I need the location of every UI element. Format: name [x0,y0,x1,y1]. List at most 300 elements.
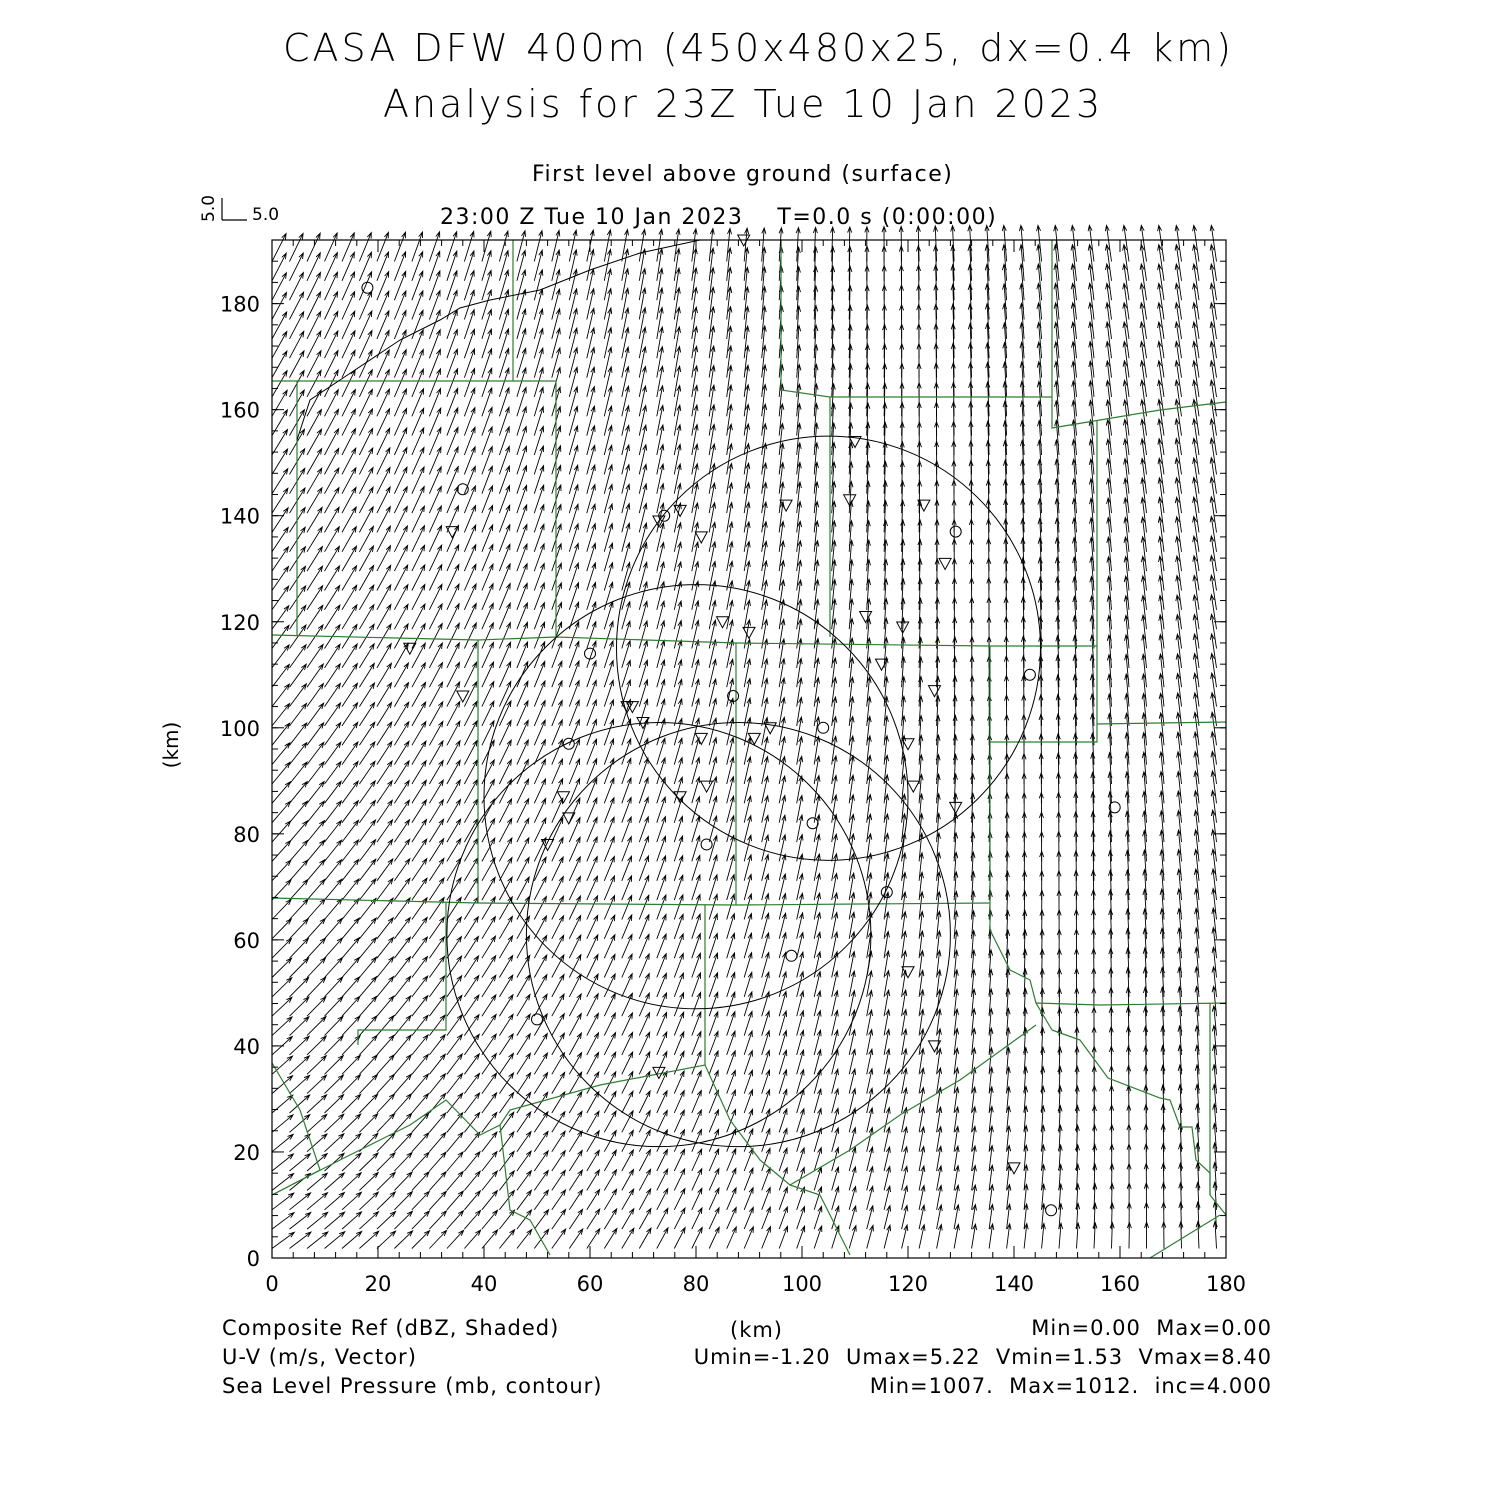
wind-vector [342,801,358,823]
wind-vector [412,1113,429,1132]
station-circle-marker [786,950,797,961]
time-label: 23:00 Z Tue 10 Jan 2023 T=0.0 s (0:00:00) [440,205,998,230]
wind-vector [394,1035,411,1055]
wind-vector [517,1132,531,1152]
wind-vector [272,371,287,397]
wind-vector [534,936,546,959]
wind-vector [290,1134,311,1152]
wind-vector [377,722,392,745]
wind-vector [814,1226,822,1249]
wind-vector [797,1187,805,1210]
wind-vector [709,992,718,1016]
wind-vector [587,1170,600,1191]
wind-vector [394,859,409,881]
wind-vector [429,917,444,939]
wind-vector [290,645,307,668]
wind-vector [674,993,683,1017]
wind-vector [272,939,291,959]
vector-key [222,198,247,220]
wind-vector [464,995,479,1016]
wind-vector [325,644,341,668]
wind-vector [674,954,683,978]
wind-vector [517,231,526,262]
footer-left-1: Composite Ref (dBZ, Shaded) [222,1316,560,1340]
wind-vector [534,1112,548,1133]
wind-vector [377,781,392,804]
wind-vector [394,722,408,746]
wind-vector [394,741,409,764]
wind-vector [482,975,496,997]
wind-vector [412,820,427,843]
wind-vector [359,1212,378,1229]
wind-vector [307,1212,328,1229]
wind-vector [499,819,511,843]
wind-vector [587,1111,599,1132]
wind-vector [482,1054,496,1075]
wind-vector [569,230,577,261]
wind-vector [272,606,289,630]
wind-vector [412,1133,429,1152]
wind-vector [412,859,427,881]
wind-vector [587,1229,600,1249]
wind-vector [604,1170,616,1191]
wind-vector [394,820,409,842]
wind-vector [272,1076,293,1094]
wind-vector [377,1074,395,1093]
wind-vector [464,741,477,765]
wind-vector [744,1168,753,1190]
wind-vector [569,1014,581,1036]
wind-vector [464,721,477,745]
wind-vector [447,1113,463,1133]
wind-vector [290,958,309,978]
wind-vector [639,229,645,261]
wind-vector [447,1015,462,1036]
y-tick-label: 80 [233,822,260,847]
wind-vector [464,819,477,842]
wind-vector [377,1192,395,1210]
vector-key-u-label: 5.0 [252,205,280,225]
wind-vector [342,879,359,900]
wind-vector [604,935,615,959]
wind-vector [657,1071,667,1093]
station-triangle-marker [902,967,914,978]
wind-vector [377,702,392,726]
wind-vector [447,1172,463,1191]
wind-vector [499,975,512,997]
wind-vector [359,1055,377,1074]
wind-vector [412,526,425,552]
wind-vector [342,1232,362,1249]
station-circle-marker [1046,1205,1057,1216]
station-triangle-marker [907,781,919,792]
wind-vector [552,935,564,958]
wind-vector [587,994,598,1017]
wind-vector [429,1015,445,1036]
wind-vector [622,1209,634,1229]
wind-vector [429,721,443,745]
wind-vector [622,1130,634,1151]
wind-vector [307,782,324,804]
wind-vector [464,1034,479,1055]
wind-vector [464,858,478,881]
wind-vector [429,976,444,997]
wind-vector [307,586,323,610]
wind-vector [429,682,442,706]
wind-vector [377,800,392,822]
wind-vector [307,1134,327,1152]
footer-right-3: Min=1007. Max=1012. inc=4.000 [869,1374,1272,1398]
wind-vector [342,644,357,668]
wind-vector [499,1191,514,1210]
wind-vector [342,703,358,726]
wind-vector [429,1231,446,1249]
wind-vector [412,663,426,687]
wind-vector [307,1036,326,1055]
wind-vector [464,799,477,822]
wind-vector [377,1153,395,1171]
wind-vector [394,487,407,513]
wind-vector [342,448,356,474]
wind-vector [429,819,443,842]
wind-vector [709,1031,718,1055]
wind-vector [272,1115,293,1133]
wind-vector [290,997,309,1016]
wind-vector [1210,536,1216,571]
wind-vector [517,799,529,823]
station-circle-marker [362,282,373,293]
wind-vector [359,879,376,900]
wind-vector [482,956,496,978]
wind-vector [639,1013,649,1036]
wind-vector [604,1111,616,1132]
wind-vector [325,997,343,1017]
wind-vector [359,918,376,939]
wind-vector [552,1210,566,1230]
wind-vector [744,1149,753,1172]
wind-vector [342,605,357,629]
wind-vector [464,917,478,939]
wind-vector [569,857,580,881]
wind-vector [569,1190,582,1210]
wind-vector [447,760,460,784]
wind-vector [429,1035,445,1055]
wind-vector [779,1129,787,1152]
wind-vector [832,1187,839,1210]
wind-vector [307,605,323,629]
wind-vector [744,1207,753,1229]
wind-vector [325,918,343,938]
wind-vector [290,606,306,630]
wind-vector [1196,1222,1200,1249]
wind-vector [394,1172,412,1190]
wind-vector [377,1035,394,1055]
wind-vector [307,547,322,572]
wind-vector [762,1188,771,1210]
wind-vector [499,799,511,823]
wind-vector [394,937,410,958]
y-tick-label: 140 [219,504,260,529]
wind-vector [359,801,375,823]
wind-vector [569,1170,582,1190]
wind-vector [325,586,340,610]
county-boundaries [272,240,1226,1258]
wind-vector [447,741,460,765]
wind-vector [272,743,290,765]
wind-vector [848,227,852,262]
wind-vector [604,876,614,900]
wind-vector [482,995,496,1016]
wind-vector [394,1192,412,1210]
wind-vector [342,762,358,785]
wind-vector [359,840,375,862]
wind-vector [447,702,460,726]
wind-vector [464,780,477,804]
wind-vector [464,976,478,997]
wind-vector [482,1191,497,1210]
wind-vector [622,1150,634,1171]
wind-vector [797,1226,805,1248]
wind-vector [744,1031,752,1055]
wind-vector [779,1207,787,1229]
wind-vector [307,840,325,861]
wind-vector [517,779,529,803]
wind-vector [342,1134,361,1152]
wind-vector [290,860,308,881]
wind-vector [569,974,581,997]
wind-vector [709,1188,719,1210]
wind-vector [534,857,546,881]
wind-vector [377,761,392,784]
wind-vector [377,742,392,765]
wind-vector [552,1033,565,1055]
wind-vector [587,1092,599,1113]
wind-vector [412,1231,430,1249]
wind-vector [464,1191,480,1210]
wind-vector [709,1051,718,1074]
wind-vector [552,916,564,939]
wind-vector [779,1187,787,1210]
wind-vector [325,1075,344,1094]
wind-vector [534,1171,548,1191]
wind-vector [674,1149,684,1171]
wind-vector [412,1152,429,1171]
wind-vector [447,937,462,959]
wind-vector [639,1169,650,1190]
wind-vector [359,703,374,726]
wind-vector [727,1149,736,1171]
wind-vector [744,1227,753,1249]
wind-vector [604,915,615,939]
wind-vector [517,1073,531,1094]
wind-vector [429,761,443,785]
wind-vector [727,1188,736,1210]
wind-vector [464,1211,480,1230]
wind-vector [307,1095,327,1113]
wind-vector [325,1153,345,1171]
wind-vector [587,1072,599,1094]
wind-vector [762,1090,770,1113]
wind-vector [674,1012,683,1035]
wind-vector [325,1095,344,1113]
wind-vector [412,976,428,997]
wind-vector [464,1073,479,1093]
wind-vector [325,840,342,861]
wind-vector [272,567,289,591]
wind-vector [377,1212,396,1230]
wind-vector [447,1035,462,1055]
wind-vector [464,936,478,958]
wind-vector [447,839,461,862]
wind-vector-field [272,225,1217,1248]
wind-vector [709,1227,719,1248]
wind-vector [342,977,360,997]
wind-vector [517,857,529,880]
wind-vector [272,1095,293,1113]
wind-vector [325,703,341,726]
wind-vector [622,915,632,939]
wind-vector [954,1224,959,1248]
wind-vector [429,1133,445,1152]
wind-vector [727,1031,735,1055]
wind-vector [639,1071,650,1093]
wind-vector [464,1171,480,1190]
wind-vector [272,664,289,687]
wind-vector [657,1091,667,1113]
wind-vector [727,1090,736,1113]
wind-vector [832,1167,839,1190]
wind-vector [377,644,391,668]
wind-vector [359,1192,378,1210]
wind-vector [534,231,542,262]
wind-vector [412,1172,429,1191]
wind-vector [657,954,666,978]
wind-vector [849,1206,856,1229]
wind-vector [587,1013,599,1035]
wind-vector [499,936,512,958]
wind-vector [359,761,375,784]
wind-vector [639,1052,650,1075]
wind-vector [499,1053,513,1074]
wind-vector [587,1190,600,1210]
wind-vector [552,1072,565,1093]
wind-vector [657,1032,667,1055]
wind-vector [622,1013,633,1036]
wind-vector [674,1110,684,1132]
wind-vector [342,585,357,610]
wind-vector [604,1091,616,1113]
wind-vector [552,1014,565,1036]
wind-vector [552,1229,566,1248]
wind-vector [639,1189,650,1210]
wind-vector [272,1232,294,1248]
wind-vector [412,722,426,746]
wind-vector [797,1148,805,1171]
wind-vector [937,1225,943,1249]
wind-vector [1179,1222,1183,1249]
wind-vector [325,605,340,629]
x-tick-label: 140 [993,1272,1035,1296]
wind-vector [272,860,291,881]
y-tick-label: 40 [233,1034,260,1059]
wind-vector [499,1151,514,1171]
y-tick-label: 100 [219,716,260,741]
wind-vector [394,1016,411,1036]
wind-vector [674,1130,684,1152]
wind-vector [639,915,649,939]
wind-vector [727,1070,736,1093]
wind-vector [290,841,308,862]
wind-vector [552,1131,565,1152]
wind-vector [447,1054,462,1074]
wind-vector [325,860,342,881]
wind-vector [569,1229,583,1249]
wind-vector [569,1151,582,1172]
wind-vector [342,1055,360,1074]
wind-vector [639,934,649,958]
wind-vector [342,957,360,977]
wind-vector [290,723,307,745]
wind-vector [377,820,393,842]
wind-vector [692,1227,702,1248]
wind-vector [342,1173,361,1191]
wind-vector [464,1230,480,1248]
wind-vector [569,916,580,939]
wind-vector [464,1054,479,1075]
wind-vector [307,684,323,707]
wind-vector [342,918,359,939]
wind-vector [517,995,530,1017]
wind-vector [429,937,444,958]
station-circle-marker [701,839,712,850]
wind-vector [412,1094,429,1113]
wind-vector [325,879,342,900]
wind-vector [482,897,495,920]
wind-vector [342,742,358,765]
wind-vector [290,1036,310,1055]
wind-vector [902,1225,908,1249]
wind-vector [639,1209,651,1230]
wind-vector [552,896,564,919]
wind-vector [709,1149,719,1171]
wind-vector [499,1034,513,1055]
wind-vector [604,994,615,1017]
wind-vector [394,1153,412,1171]
wind-vector [290,664,307,687]
wind-vector [464,1152,480,1171]
wind-vector [359,859,375,881]
wind-vector [342,997,360,1017]
wind-vector [674,1091,684,1113]
wind-vector [307,801,324,823]
wind-vector [657,1013,667,1036]
wind-vector [674,973,683,997]
wind-vector [394,663,408,687]
wind-vector [394,878,410,900]
station-circle-marker [950,526,961,537]
wind-vector [499,1230,514,1249]
wind-vector [325,938,343,958]
wind-vector [709,1208,719,1229]
wind-vector [499,779,511,803]
wind-vector [359,957,376,977]
wind-vector [464,1132,480,1152]
wind-vector [290,880,308,901]
wind-vector [587,935,598,958]
wind-vector [464,760,477,784]
wind-vector [569,1209,582,1229]
wind-vector [797,1128,805,1151]
